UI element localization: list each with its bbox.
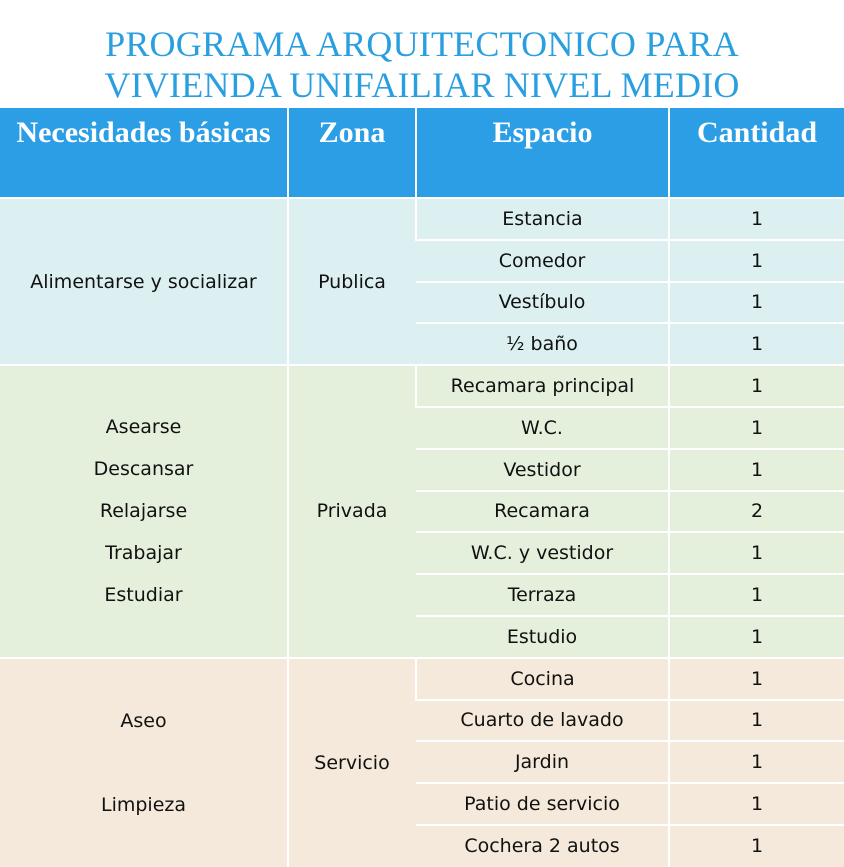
espacio-cell: Patio de servicio — [416, 783, 669, 825]
cantidad-cell: 1 — [669, 198, 844, 240]
espacio-cell: Jardin — [416, 741, 669, 783]
cantidad-cell: 1 — [669, 574, 844, 616]
necesidad-item: Descansar — [93, 458, 194, 481]
header-espacio: Espacio — [416, 108, 669, 198]
header-zona: Zona — [288, 108, 416, 198]
espacio-cell: Terraza — [416, 574, 669, 616]
zona-cell-privada: Privada — [288, 365, 416, 658]
espacio-cell: Cochera 2 autos — [416, 825, 669, 867]
espacio-cell: Recamara principal — [416, 365, 669, 407]
cantidad-cell: 1 — [669, 407, 844, 449]
cantidad-cell: 1 — [669, 700, 844, 742]
zona-cell-servicio: Servicio — [288, 658, 416, 867]
espacio-cell: Comedor — [416, 240, 669, 282]
necesidad-item: Limpieza — [100, 793, 187, 816]
table-row — [0, 365, 844, 407]
header-cantidad: Cantidad — [669, 108, 844, 198]
cantidad-cell: 1 — [669, 365, 844, 407]
necesidad-item: Asearse — [105, 416, 182, 439]
cantidad-cell: 1 — [669, 449, 844, 491]
cantidad-cell: 1 — [669, 282, 844, 324]
espacio-cell: Estudio — [416, 616, 669, 658]
title-line-1: PROGRAMA ARQUITECTONICO PARA — [105, 24, 739, 64]
necesidad-item: Estudiar — [104, 584, 183, 607]
page-title — [0, 0, 844, 108]
espacio-cell: Recamara — [416, 491, 669, 533]
espacio-cell: Estancia — [416, 198, 669, 240]
espacio-cell: Vestíbulo — [416, 282, 669, 324]
necesidad-item: Relajarse — [99, 500, 188, 523]
cantidad-cell: 1 — [669, 658, 844, 700]
cantidad-cell: 1 — [669, 240, 844, 282]
cantidad-cell: 1 — [669, 741, 844, 783]
espacio-cell: Cuarto de lavado — [416, 700, 669, 742]
table-row — [0, 658, 844, 700]
title-line-2: VIVIENDA UNIFAILIAR NIVEL MEDIO — [104, 65, 740, 105]
necesidad-item: Trabajar — [105, 542, 182, 565]
cantidad-cell: 1 — [669, 783, 844, 825]
program-table — [0, 108, 844, 867]
espacio-cell: Cocina — [416, 658, 669, 700]
necesidades-cell-publica — [0, 198, 288, 365]
zona-cell-publica: Publica — [288, 198, 416, 365]
cantidad-cell: 2 — [669, 491, 844, 533]
cantidad-cell: 1 — [669, 323, 844, 365]
espacio-cell: W.C. y vestidor — [416, 532, 669, 574]
necesidades-cell-privada — [0, 365, 288, 658]
cantidad-cell: 1 — [669, 825, 844, 867]
necesidades-cell-servicio — [0, 658, 288, 867]
espacio-cell: W.C. — [416, 407, 669, 449]
necesidad-item: Aseo — [120, 709, 167, 732]
table-header-row — [0, 108, 844, 198]
necesidad-item: Alimentarse y socializar — [30, 270, 257, 293]
espacio-cell: Vestidor — [416, 449, 669, 491]
cantidad-cell: 1 — [669, 616, 844, 658]
espacio-cell: ½ baño — [416, 323, 669, 365]
header-necesidades: Necesidades básicas — [0, 108, 288, 198]
cantidad-cell: 1 — [669, 532, 844, 574]
table-row — [0, 198, 844, 240]
